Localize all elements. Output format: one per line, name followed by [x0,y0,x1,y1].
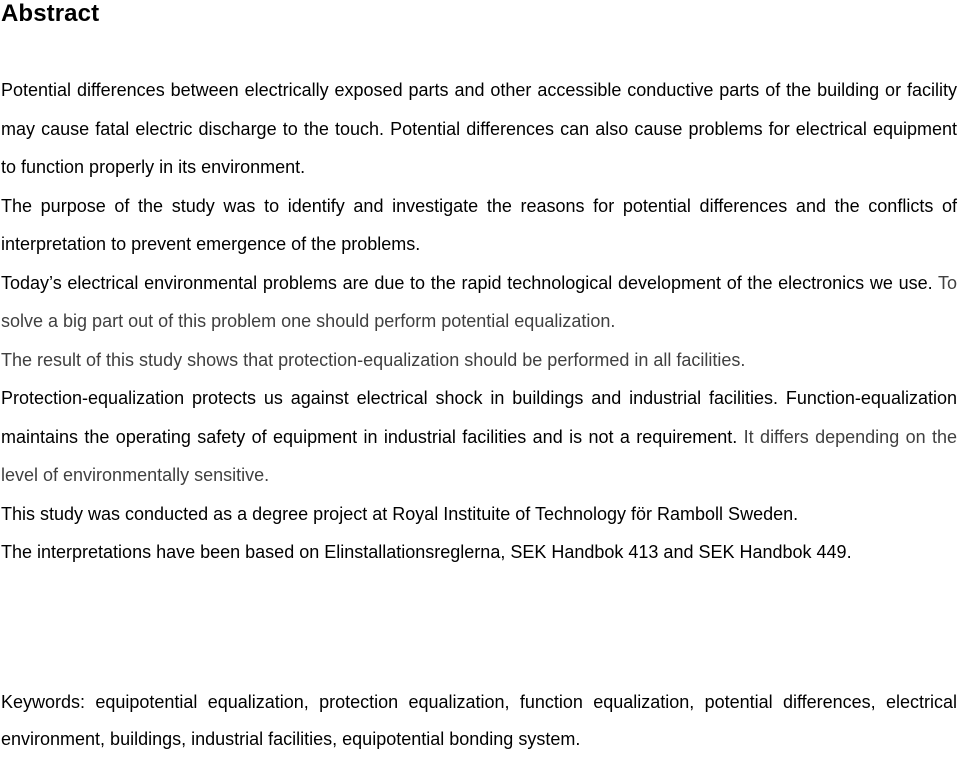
paragraph-purpose: The purpose of the study was to identify and investigate the reasons for potential differences and the conflicts of interpretation to prevent emergence of the problems. [1,195,957,254]
protection-equalization-text: Protection-equalization protects us against electrical shock in buildings and industrial facilities. Function-equalization maintains the operating safety of equipment in industrial facilities and is not a requirement. [1,388,957,447]
environmental-sensitivity-text: It differs depending on the level of environmentally sensitive. [1,426,958,485]
keywords: Keywords: equipotential equalization, protection equalization, function equalization, potential differences, electrical environment, buildings, industrial facilities, equipotential bonding system. [1,692,957,749]
abstract-body [1,71,957,572]
paragraph-degree-project: This study was conducted as a degree project at Royal Instituite of Technology för Ramboll Sweden. [1,503,799,524]
environmental-problems-text: Today’s electrical environmental problems are due to the rapid technological development of the electronics we use. [1,272,933,293]
page-title: Abstract [1,0,100,27]
paragraph-environmental-problems [1,264,957,341]
potential-equalization-text: To solve a big part out of this problem one should perform potential equalization. [1,272,957,331]
paragraph-protection-equalization [1,379,957,495]
paragraph-fatal-discharge: Potential differences between electrically exposed parts and other accessible conductive parts of the building or facility may cause fatal electric discharge to the touch. Potential differences can also cause problems for electrical equipment to function properly in its environment. [1,80,957,177]
paragraph-interpretations: The interpretations have been based on Elinstallationsreglerna, SEK Handbok 413 and SEK Handbok 449. [1,542,852,562]
paragraph-result: The result of this study shows that protection-equalization should be performed in all facilities. [1,349,746,370]
